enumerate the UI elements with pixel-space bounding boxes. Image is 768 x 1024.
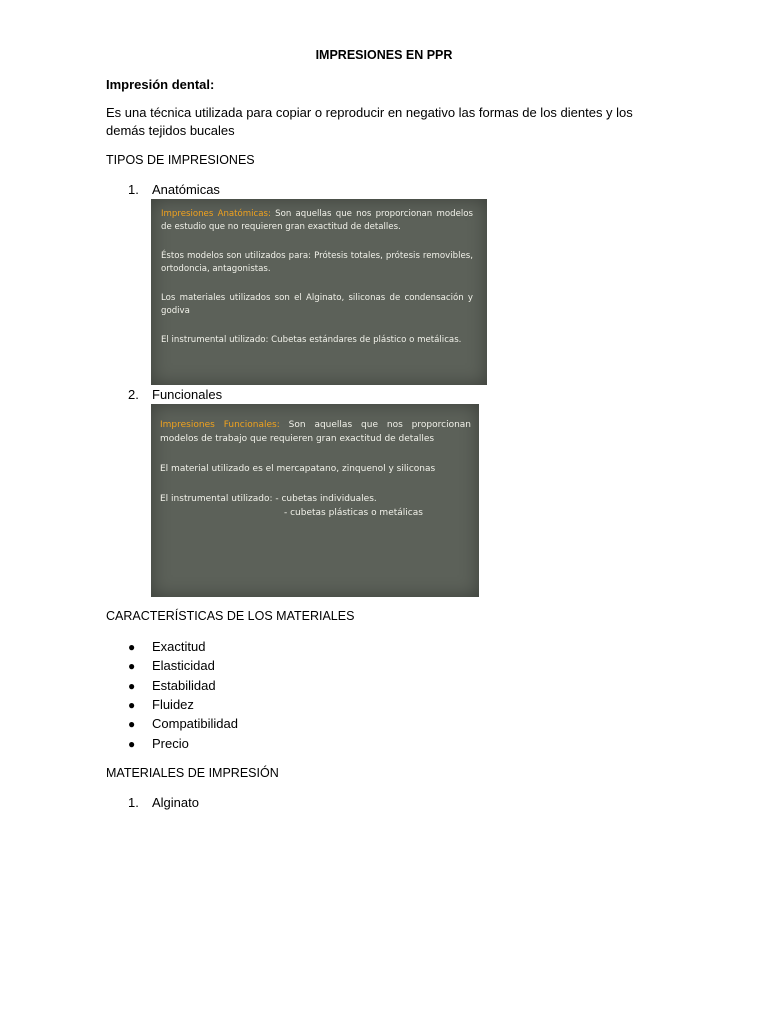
bullet-icon: ● (128, 717, 136, 731)
bullet-item: ● Exactitud (128, 637, 205, 657)
list-number: 1. (128, 182, 139, 197)
document-title: IMPRESIONES EN PPR (315, 48, 453, 62)
slide-text: El material utilizado es el mercapatano, zinquenol y siliconas (160, 464, 436, 474)
section-heading-tipos: TIPOS DE IMPRESIONES (106, 153, 255, 167)
bullet-icon: ● (128, 659, 136, 673)
bullet-icon: ● (128, 737, 136, 751)
slide-highlight-label: Impresiones Funcionales: (160, 420, 280, 430)
slide-highlight-label: Impresiones Anatómicas: (161, 209, 271, 219)
bullet-item: ● Estabilidad (128, 676, 216, 696)
slide-text: El instrumental utilizado: - cubetas individuales. (160, 494, 377, 504)
section-heading-caracteristicas: CARACTERÍSTICAS DE LOS MATERIALES (106, 609, 355, 623)
bullet-item: ● Fluidez (128, 695, 194, 715)
slide-text: Los materiales utilizados son el Alginato, siliconas de condensación y godiva (161, 293, 473, 316)
bullet-icon: ● (128, 698, 136, 712)
list-item-anatomicas (128, 180, 220, 199)
subheading-impresion-dental: Impresión dental: (106, 77, 215, 92)
slide-image-funcionales (151, 404, 479, 597)
definition-paragraph: Es una técnica utilizada para copiar o reproducir en negativo las formas de los dientes y los demás tejidos bucales (106, 105, 633, 138)
list-number: 2. (128, 387, 139, 402)
slide-text: Son aquellas que nos proporcionan modelos de estudio que no requieren gran exactitud de detalles. (161, 209, 473, 232)
bullet-item: ● Elasticidad (128, 656, 215, 676)
list-item-alginato (128, 793, 199, 812)
slide-text: - cubetas plásticas o metálicas (284, 508, 423, 518)
list-item-label: Funcionales (152, 387, 223, 402)
list-item-label: Alginato (152, 795, 199, 810)
slide-text: Son aquellas que nos proporcionan modelos de trabajo que requieren gran exactitud de detalles (160, 420, 472, 444)
bullet-icon: ● (128, 679, 136, 693)
bullet-icon: ● (128, 640, 136, 654)
list-item-funcionales (128, 385, 222, 404)
slide-text: Éstos modelos son utilizados para: Prótesis totales, prótesis removibles, ortodoncia, antagonistas. (161, 251, 473, 274)
list-number: 1. (128, 795, 139, 810)
bullet-item: ● Precio (128, 734, 189, 754)
list-item-label: Anatómicas (152, 182, 220, 197)
bullet-item: ● Compatibilidad (128, 714, 238, 734)
slide-text: El instrumental utilizado: Cubetas estándares de plástico o metálicas. (161, 335, 462, 345)
section-heading-materiales: MATERIALES DE IMPRESIÓN (106, 766, 279, 780)
slide-image-anatomicas (151, 199, 487, 385)
